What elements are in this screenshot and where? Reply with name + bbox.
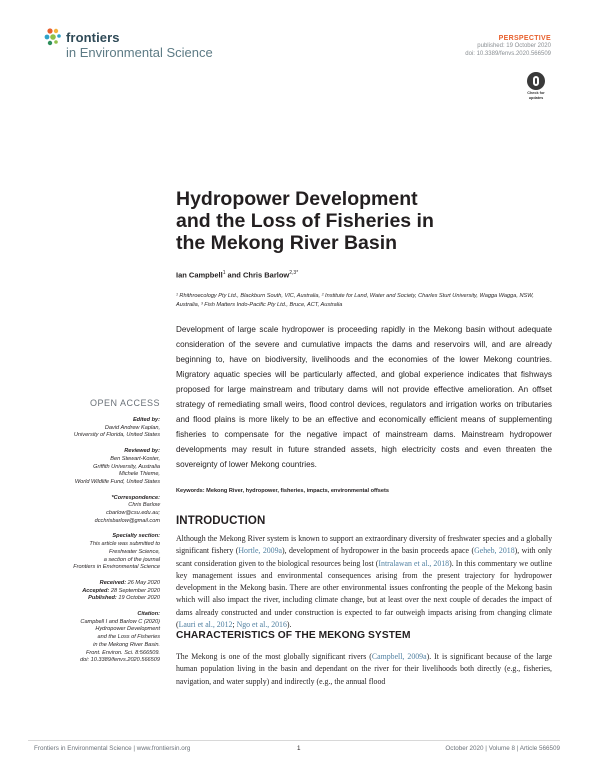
characteristics-heading: CHARACTERISTICS OF THE MEKONG SYSTEM [176, 630, 411, 641]
journal-logo[interactable] [44, 27, 214, 67]
citation-line: Front. Environ. Sci. 8:566509. [85, 649, 160, 656]
reviewer-affiliation: Griffith University, Australia [93, 463, 160, 470]
frontiers-logo-icon [44, 27, 64, 47]
text-run: ), development of hydropower in the basin proceeds apace ( [282, 546, 475, 556]
article-sidebar [28, 398, 160, 673]
footer-journal[interactable]: Frontiers in Environmental Science | www.frontiersin.org [34, 745, 191, 752]
reviewer-affiliation: World Wildlife Fund, United States [74, 478, 160, 485]
correspondence-label: *Correspondence: [111, 494, 160, 501]
check-updates-label: Check for updates [527, 91, 545, 100]
specialty-line: Frontiers in Environmental Science [73, 564, 160, 571]
citation-line: in the Mekong River Basin. [93, 641, 160, 648]
reference-link[interactable]: Ngo et al., 2016 [236, 620, 287, 630]
reference-link[interactable]: Intralawan et al., 2018 [378, 558, 450, 568]
keywords-label: Keywords: [176, 488, 205, 494]
correspondent-email[interactable]: dcchrisbarlow@gmail.com [94, 517, 160, 524]
reference-link[interactable]: Campbell, 2009a [371, 652, 427, 661]
article-dates [28, 580, 160, 603]
published-date-sidebar [28, 595, 160, 603]
specialty-line: a section of the journal [103, 556, 160, 563]
reference-link[interactable]: Hortle, 2009a [238, 546, 282, 556]
accepted-value: 28 September 2020 [110, 587, 160, 594]
keywords-list: Mekong River, hydropower, fisheries, impacts, environmental offsets [206, 488, 389, 494]
author-name[interactable]: Chris Barlow [242, 270, 290, 280]
correspondence [28, 495, 160, 526]
received-date [28, 580, 160, 588]
editor-affiliation: University of Florida, United States [73, 432, 160, 439]
reference-link[interactable]: Geheb, 2018 [474, 546, 515, 556]
author-list [176, 270, 298, 280]
reference-link[interactable]: Lauri et al., 2012 [178, 620, 233, 630]
published-value: 19 October 2020 [118, 595, 160, 602]
edited-by [28, 417, 160, 440]
journal-name: in Environmental Science [66, 45, 213, 60]
text-run: ; [232, 620, 237, 630]
specialty-label: Specialty section: [112, 533, 160, 540]
affiliations: ¹ Rhithroecology Pty Ltd., Blackburn South, VIC, Australia, ² Institute for Land, Water and Society, Charles Sturt University, Wagga Wagga, NSW, Australia, ³ Fish Matters Indo-Pacific Pty Ltd., Bruce, ACT, Australia [176, 293, 534, 308]
citation-label: Citation: [137, 611, 160, 618]
check-updates-icon [527, 72, 545, 90]
article-type: PERSPECTIVE [498, 35, 551, 42]
accepted-date [28, 588, 160, 596]
specialty-section [28, 533, 160, 572]
citation-line: and the Loss of Fisheries [97, 634, 160, 641]
introduction-paragraph [176, 533, 552, 631]
author-conjunction: and [225, 270, 243, 280]
text-run: ). It is significant because of the large human population living in the basin and dependant on the river for their livelihoods both directly (e.g., fisheries, navigation, and water supply) and indirectly (e.g., the annual flood [176, 652, 552, 686]
characteristics-paragraph [176, 651, 552, 688]
received-value: 26 May 2020 [127, 579, 160, 586]
edited-by-label: Edited by: [132, 417, 160, 423]
open-access-label: OPEN ACCESS [89, 398, 160, 408]
reviewed-by [28, 448, 160, 487]
editor-name[interactable]: David Andrew Kaplan, [104, 424, 160, 431]
text-run: The Mekong is one of the most globally significant rivers ( [176, 652, 372, 661]
reviewed-by-label: Reviewed by: [124, 448, 160, 455]
text-run: ). [286, 620, 292, 630]
page-footer [28, 740, 560, 754]
text-run: Although the Mekong River system is known to support an extraordinary diversity of freshwater species and a globally significant fishery ( [176, 534, 552, 556]
author-name[interactable]: Ian Campbell [176, 270, 223, 280]
published-date: published: 19 October 2020 [477, 43, 551, 49]
citation-line: Hydropower Development [95, 626, 160, 633]
reviewer-name[interactable]: Ben Stewart-Koster, [110, 455, 160, 462]
accepted-label: Accepted: [82, 587, 110, 594]
published-label: Published: [88, 595, 117, 602]
introduction-heading: INTRODUCTION [176, 515, 266, 527]
brand-name: frontiers [66, 30, 120, 45]
reviewer-name[interactable]: Michele Thieme, [118, 471, 160, 478]
doi-link[interactable]: doi: 10.3389/fenvs.2020.566509 [465, 51, 551, 57]
page-number: 1 [297, 745, 301, 752]
text-run: ), with only scant consideration given to the biological resources being lost ( [176, 546, 552, 568]
abstract: Development of large scale hydropower is proceeding rapidly in the Mekong basin without adequate consideration of the severe and cumulative impacts the dams and reservoirs will, and are already beginning to, have on biodiversity, livelihoods and the economies of the lower Mekong countries. Migratory aquatic species will be particularly affected, and global experience indicates that fishways proposed for large mainstream and tributary dams will not provide effective amelioration. An offset strategy of remediating small weirs, flood control devices, regulators and irrigation works on tributaries and flood plains is more likely to be an effective and economically efficient means of supplementing fisheries to compensate for the negative impact of mainstream dams. Mainstream hydropower developments may result in future stranded assets, high electricity costs and even threaten the sovereignty of lower Mekong countries. [176, 325, 552, 469]
specialty-line: This article was submitted to [89, 541, 160, 548]
citation [28, 611, 160, 665]
correspondent-name: Chris Barlow [128, 502, 160, 509]
author-affiliation-mark: 2,3* [289, 270, 299, 276]
citation-line: Campbell I and Barlow C (2020) [80, 618, 160, 625]
specialty-line: Freshwater Science, [109, 548, 160, 555]
author-affiliation-mark: 1 [222, 270, 226, 276]
correspondent-email[interactable]: cbarlow@csu.edu.au; [106, 510, 160, 517]
article-title: Hydropower Development and the Loss of Fisheries in the Mekong River Basin [176, 188, 434, 254]
received-label: Received: [99, 579, 127, 586]
check-for-updates-button[interactable] [523, 72, 549, 102]
article-meta [331, 35, 551, 58]
citation-doi[interactable]: doi: 10.3389/fenvs.2020.566509 [80, 657, 160, 664]
keywords [176, 488, 552, 494]
text-run: ). In this commentary we outline key management issues and environmental consequences arising from the present trajectory for hydropower development in the Mekong basin. There are other environmental issues confronting the people of the Mekong basin which will also impact the river, including climate change, but at least over the next couple of decades the impact of dams already constructed and under construction is expected to far outweigh impacts arising from changing climate ( [176, 558, 552, 630]
footer-issue: October 2020 | Volume 8 | Article 566509 [445, 745, 560, 752]
